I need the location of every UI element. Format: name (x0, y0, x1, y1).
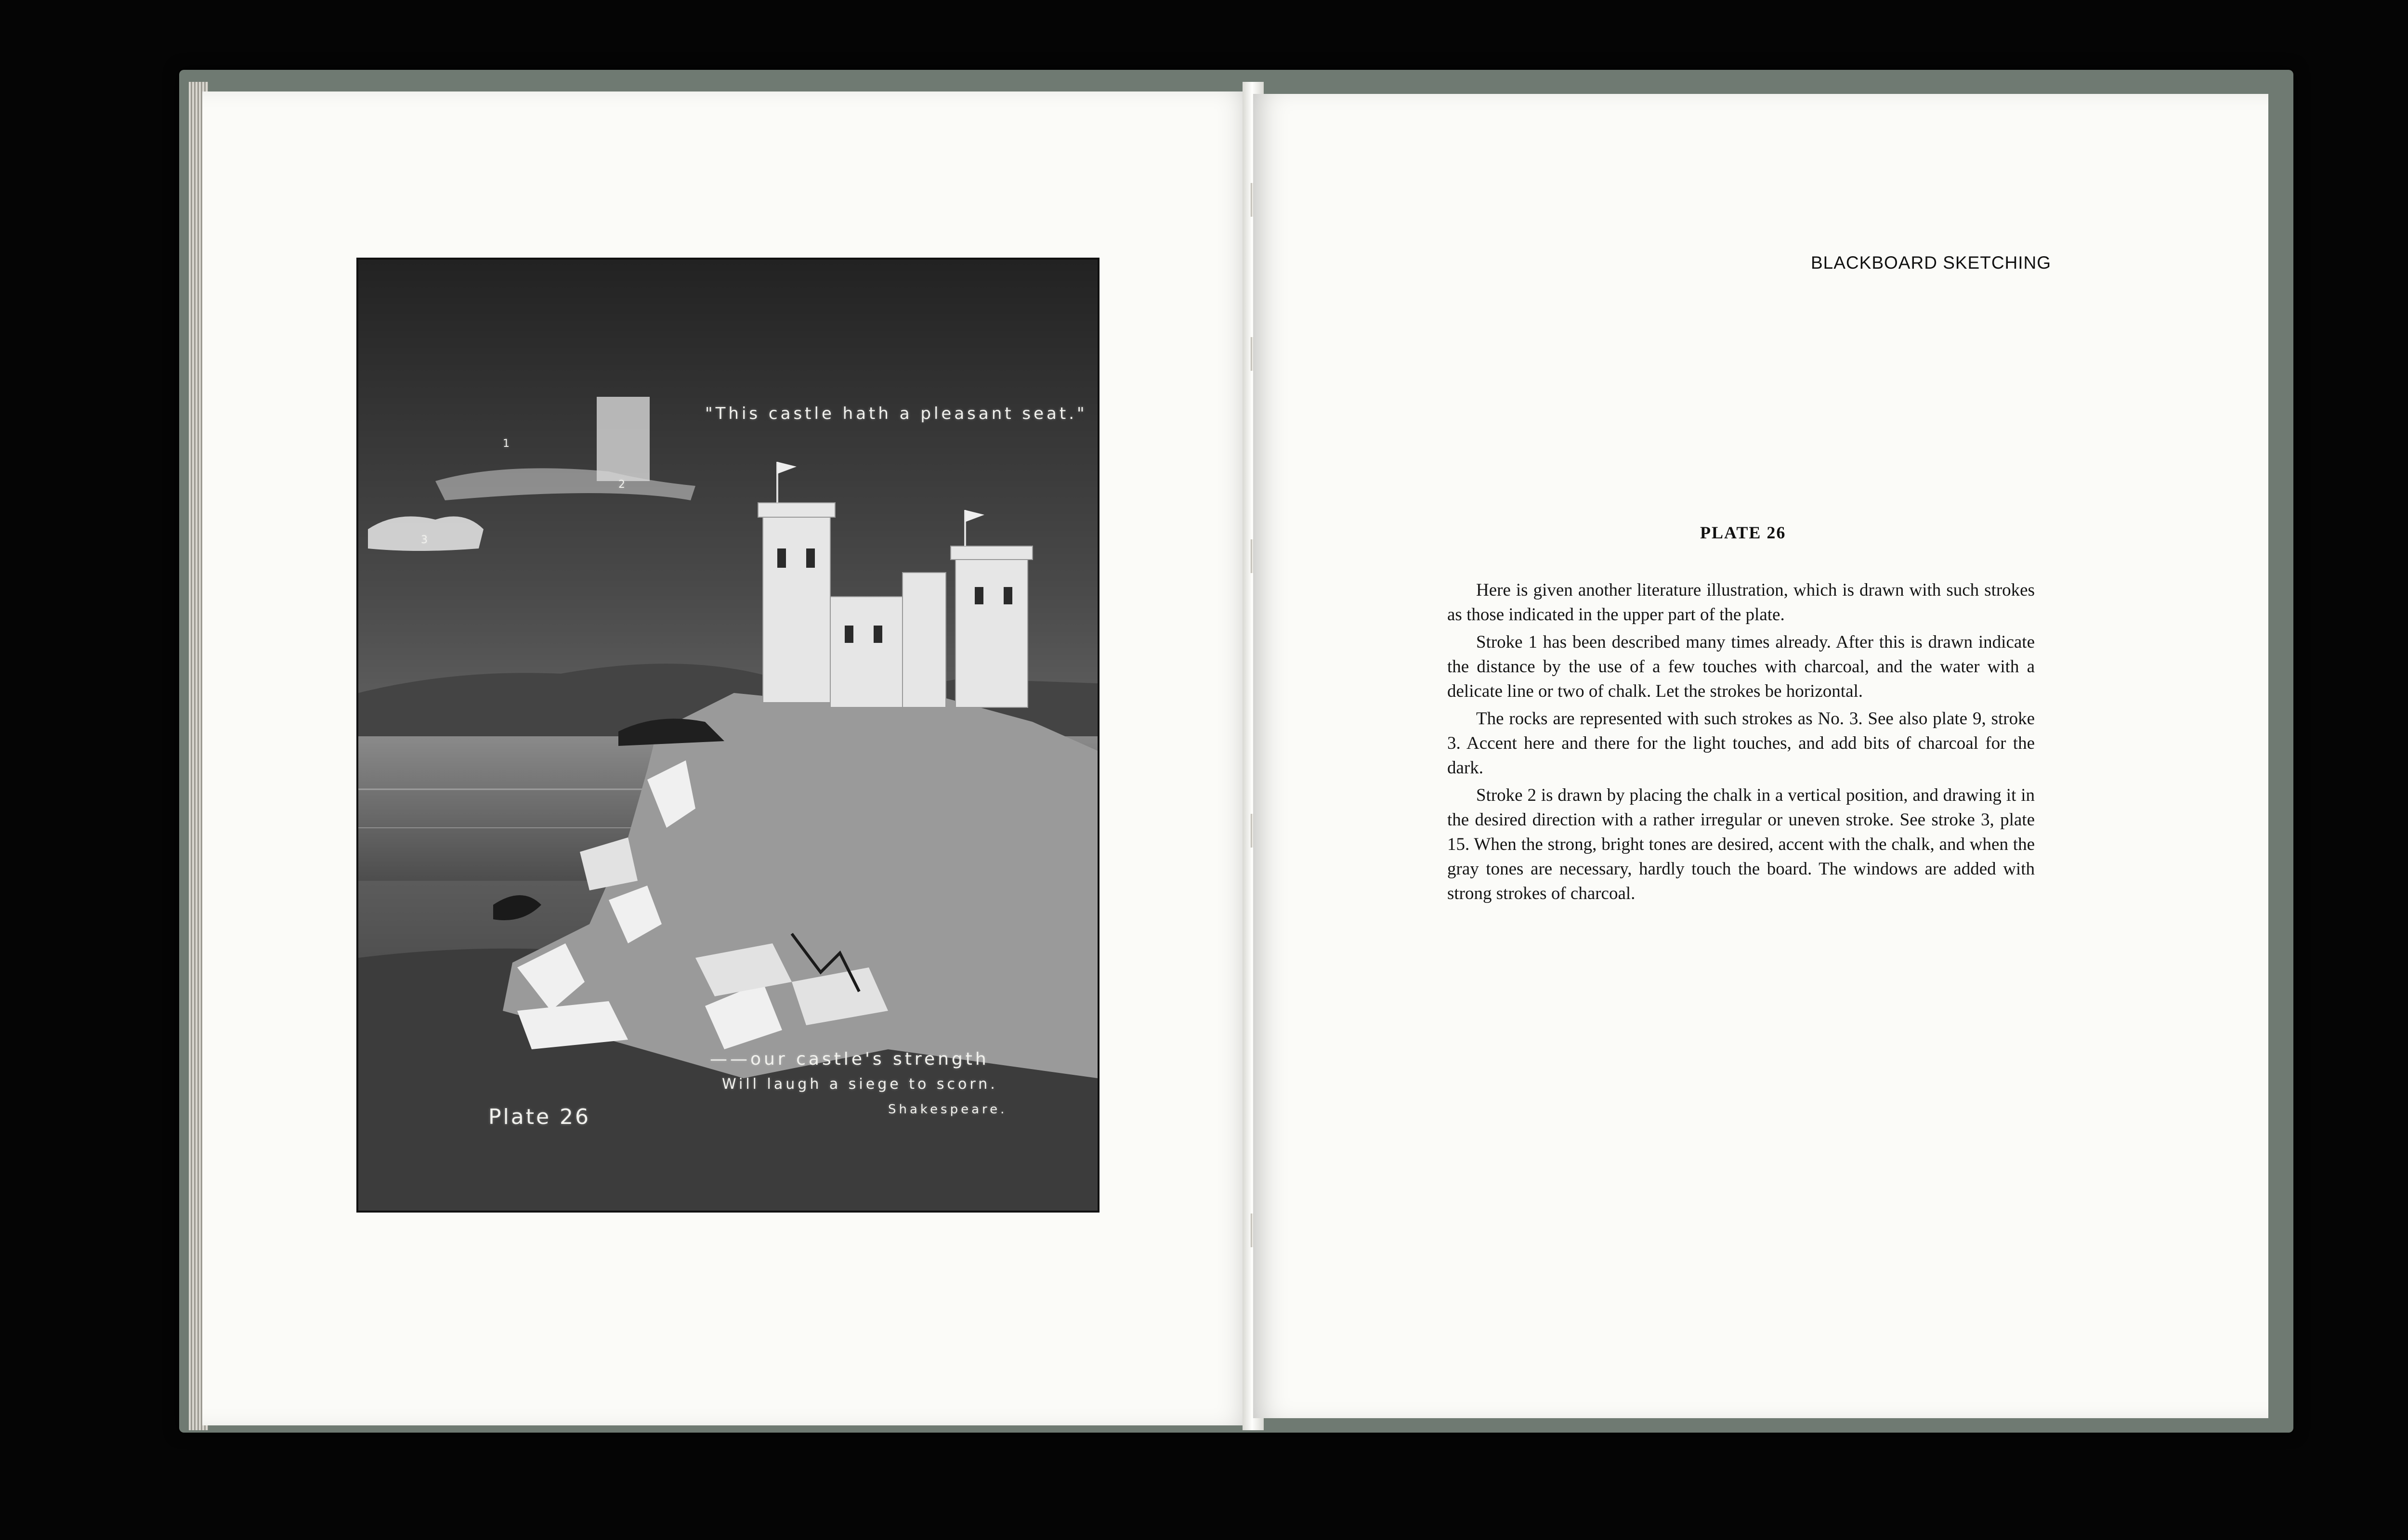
plate-heading: PLATE 26 (1700, 523, 1786, 542)
plate-quote-top: "This castle hath a pleasant seat." (705, 404, 1087, 423)
plate-caption: Plate 26 (488, 1105, 591, 1129)
paragraph-4: Stroke 2 is drawn by placing the chalk in a vertical position, and drawing it in the desired direction with a rather irregular or uneven stroke. See stroke 3, plate 15. When the strong, bright tones are desired, accent with the chalk, and when the gray tones are necessary, hardly touch the board. The windows are added with strong strokes of charcoal. (1447, 785, 2035, 903)
body-text (1447, 578, 2035, 909)
paragraph-1: Here is given another literature illustration, which is drawn with such strokes as those indicated in the upper part of the plate. (1447, 580, 2035, 625)
plate-illustration (356, 258, 1099, 1213)
stroke-label-1: 1 (503, 438, 512, 450)
paragraph-3: The rocks are represented with such strokes as No. 3. See also plate 9, stroke 3. Accent here and there for the light touches, and add bits of charcoal for the dark. (1447, 709, 2035, 778)
stroke-label-2: 2 (618, 479, 628, 491)
running-head: BLACKBOARD SKETCHING (1811, 253, 2052, 273)
plate-attribution: Shakespeare. (888, 1102, 1008, 1117)
stroke-label-3: 3 (421, 534, 431, 546)
plate-quote-bottom-line1: ——our castle's strength (710, 1049, 989, 1069)
plate-quote-bottom-line2: Will laugh a siege to scorn. (722, 1076, 998, 1093)
paragraph-2: Stroke 1 has been described many times already. After this is drawn indicate the distance by the use of a few touches with charcoal, and the water with a delicate line or two of chalk. Let the strokes be horizontal. (1447, 632, 2035, 701)
